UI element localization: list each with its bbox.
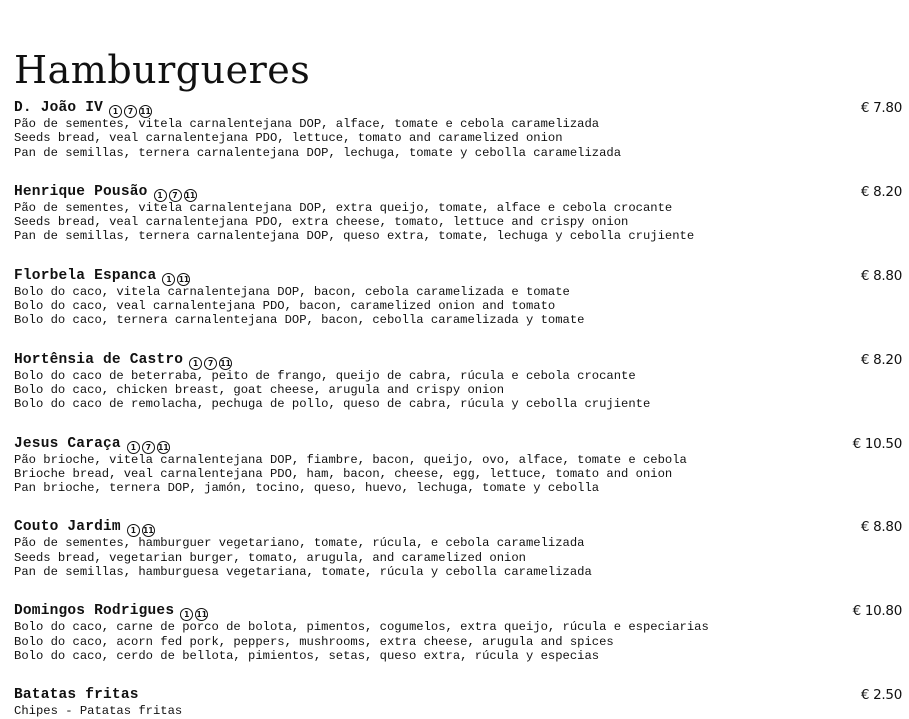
item-description-line: Pan brioche, ternera DOP, jamón, tocino, queso, huevo, lechuga, tomate y cebolla xyxy=(14,481,600,496)
allergen-badges xyxy=(162,267,192,287)
menu-item-header xyxy=(14,351,902,369)
item-price: € 7.80 xyxy=(860,100,902,116)
item-description-line: Chipes - Patatas fritas xyxy=(14,704,183,719)
item-price: € 8.80 xyxy=(860,267,902,284)
allergen-badge: 1 xyxy=(109,105,122,118)
allergen-badge: 7 xyxy=(142,441,155,454)
menu-list xyxy=(14,76,902,719)
allergen-badges xyxy=(180,602,210,622)
item-description-line: Pão de sementes, vitela carnalentejana DOP, extra queijo, tomate, alface e cebola crocante xyxy=(14,200,673,215)
allergen-badge: 11 xyxy=(158,442,169,452)
page-title: Hamburgueres xyxy=(14,48,311,93)
item-description-line: Pan de semillas, ternera carnalentejana DOP, queso extra, tomate, lechuga y cebolla crujiente xyxy=(14,229,695,244)
item-description-line: Bolo do caco, acorn fed pork, peppers, mushrooms, extra cheese, arugula and spices xyxy=(14,634,614,649)
menu-item xyxy=(14,183,902,244)
item-description-line: Brioche bread, veal carnalentejana PDO, ham, bacon, cheese, egg, lettuce, tomato and onion xyxy=(14,466,673,481)
item-description-line: Bolo do caco, ternera carnalentejana DOP, bacon, cebolla caramelizada y tomate xyxy=(14,313,585,328)
item-price: € 2.50 xyxy=(860,687,902,704)
item-price: € 10.80 xyxy=(852,603,902,620)
item-description-line: Seeds bread, veal carnalentejana PDO, extra cheese, tomato, lettuce and crispy onion xyxy=(14,215,629,230)
allergen-badge: 7 xyxy=(204,357,217,370)
menu-item xyxy=(14,686,902,718)
item-name: Batatas fritas xyxy=(14,687,139,704)
allergen-badge: 1 xyxy=(189,357,202,370)
item-price: € 8.80 xyxy=(860,519,902,536)
menu-item xyxy=(14,99,902,160)
allergen-badges xyxy=(154,183,199,203)
item-description-line: Bolo do caco de remolacha, pechuga de pollo, queso de cabra, rúcula y cebolla crujiente xyxy=(14,397,651,412)
item-description-line: Seeds bread, vegetarian burger, tomato, arugula, and caramelized onion xyxy=(14,550,526,565)
item-description-line: Bolo do caco, veal carnalentejana PDO, bacon, caramelized onion and tomato xyxy=(14,299,556,314)
allergen-badge: 11 xyxy=(143,526,154,536)
item-description-line: Pão de sementes, vitela carnalentejana DOP, alface, tomate e cebola caramelizada xyxy=(14,117,600,131)
item-description-line: Bolo do caco de beterraba, peito de frango, queijo de cabra, rúcula e cebola crocante xyxy=(14,368,636,383)
allergen-badges xyxy=(109,99,154,119)
item-price: € 8.20 xyxy=(860,351,902,368)
menu-item xyxy=(14,435,902,496)
allergen-badge: 11 xyxy=(178,274,190,284)
menu-item-header xyxy=(14,686,902,704)
allergen-badge: 11 xyxy=(196,610,207,620)
item-description-line: Pan de semillas, hamburguesa vegetariana, tomate, rúcula y cebolla caramelizada xyxy=(14,565,592,580)
item-description-line: Bolo do caco, chicken breast, goat cheese, arugula and crispy onion xyxy=(14,382,505,397)
allergen-badge: 1 xyxy=(154,189,167,202)
menu-item-header xyxy=(14,435,902,453)
item-description-line: Bolo do caco, vitela carnalentejana DOP, bacon, cebola caramelizada e tomate xyxy=(14,284,570,299)
menu-item-header xyxy=(14,183,902,201)
item-name: Domingos Rodrigues xyxy=(14,603,175,620)
item-price: € 10.50 xyxy=(852,435,902,452)
menu-item xyxy=(14,351,902,412)
allergen-badge: 11 xyxy=(220,358,231,368)
allergen-badge: 1 xyxy=(162,273,175,286)
menu-item-header xyxy=(14,99,902,117)
allergen-badge: 1 xyxy=(180,608,193,621)
item-name: Jesus Caraça xyxy=(14,435,121,452)
item-description-line: Pão brioche, vitela carnalentejana DOP, fiambre, bacon, queijo, ovo, alface, tomate e cebola xyxy=(14,452,687,467)
allergen-badges xyxy=(127,435,172,455)
item-name: Couto Jardim xyxy=(14,519,121,536)
allergen-badge: 1 xyxy=(127,441,140,454)
menu-item xyxy=(14,602,902,663)
allergen-badges xyxy=(127,518,157,538)
item-name: Florbela Espanca xyxy=(14,267,157,284)
item-description-line: Bolo do caco, carne de porco de bolota, pimentos, cogumelos, extra queijo, rúcula e especiarias xyxy=(14,620,709,635)
item-description-line: Seeds bread, veal carnalentejana PDO, lettuce, tomato and caramelized onion xyxy=(14,131,563,146)
menu-item-header xyxy=(14,602,902,620)
allergen-badge: 11 xyxy=(184,190,196,200)
item-name: Henrique Pousão xyxy=(14,183,148,200)
item-name: Hortênsia de Castro xyxy=(14,351,184,368)
allergen-badge: 7 xyxy=(169,189,182,202)
allergen-badge: 1 xyxy=(127,524,140,537)
menu-item xyxy=(14,267,902,328)
menu-item-header xyxy=(14,518,902,536)
menu-item-header xyxy=(14,267,902,285)
item-description-line: Bolo do caco, cerdo de bellota, pimientos, setas, queso extra, rúcula y especias xyxy=(14,648,600,663)
item-description-line: Pão de sementes, hamburguer vegetariano, tomate, rúcula, e cebola caramelizada xyxy=(14,536,585,551)
item-description-line: Pan de semillas, ternera carnalentejana DOP, lechuga, tomate y cebolla caramelizada xyxy=(14,145,622,160)
allergen-badges xyxy=(189,351,234,371)
allergen-badge: 7 xyxy=(124,105,137,118)
menu-item xyxy=(14,518,902,579)
item-price: € 8.20 xyxy=(860,183,902,200)
item-name: D. João IV xyxy=(14,100,104,116)
allergen-badge: 11 xyxy=(140,107,151,116)
